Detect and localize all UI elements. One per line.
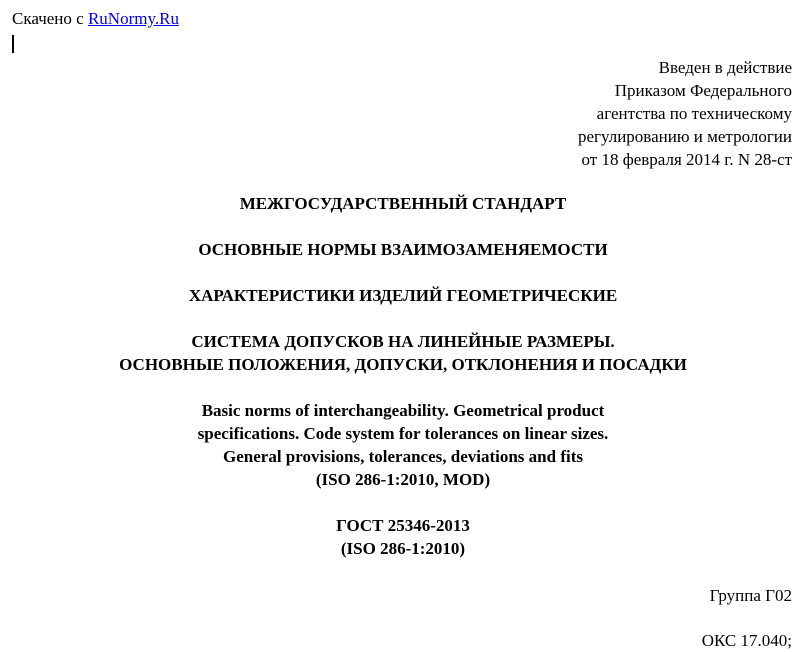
source-line [12, 9, 179, 29]
english-title-line: General provisions, tolerances, deviations and fits [223, 447, 583, 466]
enactment-line: агентства по техническому [596, 104, 792, 123]
english-title [0, 399, 799, 491]
heading-geometrical-characteristics [0, 284, 799, 307]
source-link[interactable]: RuNormy.Ru [87, 9, 179, 28]
enactment-note [578, 56, 792, 171]
heading-interstate-standard [0, 192, 799, 215]
oks-code: ОКС 17.040; [701, 631, 792, 650]
heading-text: СИСТЕМА ДОПУСКОВ НА ЛИНЕЙНЫЕ РАЗМЕРЫ. [191, 332, 615, 351]
group-code: Группа Г02 [709, 586, 792, 605]
enactment-line: регулированию и метрологии [577, 127, 792, 146]
enactment-line: Приказом Федерального [614, 81, 792, 100]
iso-number: (ISO 286-1:2010) [340, 539, 466, 558]
standard-designation [0, 514, 799, 560]
source-prefix: Скачено с [12, 9, 88, 28]
english-title-line: Basic norms of interchangeability. Geometrical product [201, 401, 605, 420]
heading-tolerance-system [0, 330, 799, 376]
enactment-line: от 18 февраля 2014 г. N 28-ст [581, 150, 792, 169]
heading-text: ОСНОВНЫЕ ПОЛОЖЕНИЯ, ДОПУСКИ, ОТКЛОНЕНИЯ И ПОСАДКИ [119, 355, 687, 374]
heading-interchangeability [0, 238, 799, 261]
enactment-line: Введен в действие [658, 58, 792, 77]
heading-text: МЕЖГОСУДАРСТВЕННЫЙ СТАНДАРТ [239, 194, 567, 213]
english-title-line: (ISO 286-1:2010, MOD) [315, 470, 491, 489]
heading-text: ХАРАКТЕРИСТИКИ ИЗДЕЛИЙ ГЕОМЕТРИЧЕСКИЕ [188, 286, 618, 305]
english-title-line: specifications. Code system for tolerances on linear sizes. [197, 424, 609, 443]
text-cursor [12, 35, 14, 53]
heading-text: ОСНОВНЫЕ НОРМЫ ВЗАИМОЗАМЕНЯЕМОСТИ [198, 240, 608, 259]
gost-number: ГОСТ 25346-2013 [336, 516, 470, 535]
